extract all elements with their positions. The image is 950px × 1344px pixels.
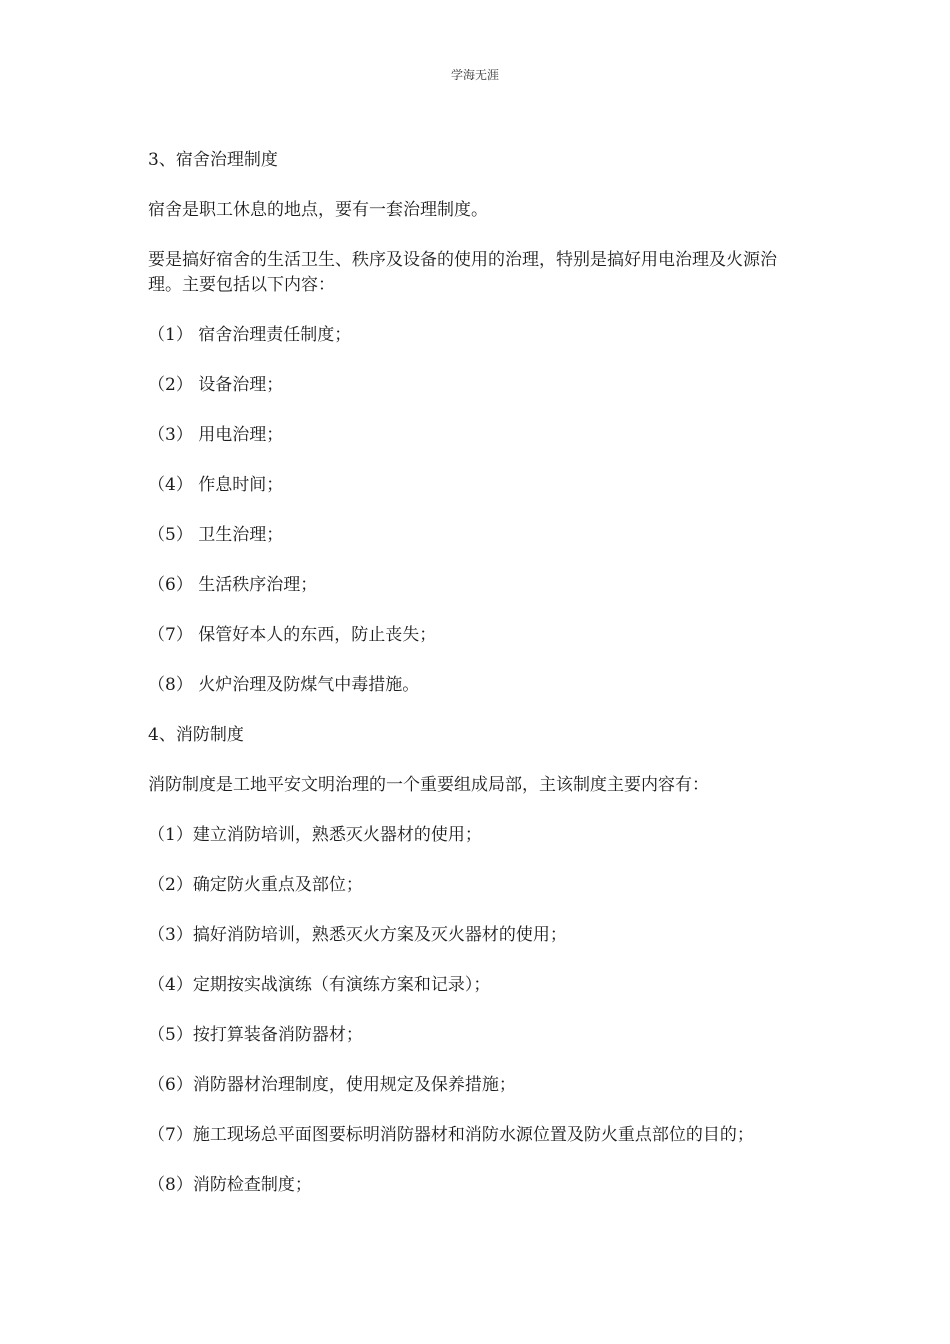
list-item: （3） 用电治理； [148, 425, 284, 445]
list-item: （1）建立消防培训，熟悉灭火器材的使用； [148, 825, 482, 845]
list-item: （5） 卫生治理； [148, 525, 284, 545]
section-4-intro: 消防制度是工地平安文明治理的一个重要组成局部，主该制度主要内容有： [148, 775, 709, 795]
list-item: （2） 设备治理； [148, 375, 284, 395]
list-item: （5）按打算装备消防器材； [148, 1025, 363, 1045]
list-item: （4） 作息时间； [148, 475, 284, 495]
list-item: （8） 火炉治理及防煤气中毒措施。 [148, 675, 420, 695]
section-3-body: 要是搞好宿舍的生活卫生、秩序及设备的使用的治理，特别是搞好用电治理及火源治理。主要包括以下内容： [148, 250, 777, 295]
list-item: （7）施工现场总平面图要标明消防器材和消防水源位置及防火重点部位的目的； [148, 1125, 754, 1145]
list-item: （4）定期按实战演练（有演练方案和记录）； [148, 975, 491, 995]
list-item: （1） 宿舍治理责任制度； [148, 325, 352, 345]
list-item: （3）搞好消防培训，熟悉灭火方案及灭火器材的使用； [148, 925, 567, 945]
section-3-intro: 宿舍是职工休息的地点，要有一套治理制度。 [148, 200, 488, 220]
section-4-heading: 4、消防制度 [148, 725, 244, 745]
document-body [148, 148, 808, 1223]
list-item: （7） 保管好本人的东西，防止丧失； [148, 625, 437, 645]
section-3-heading: 3、宿舍治理制度 [148, 150, 278, 170]
list-item: （8）消防检查制度； [148, 1175, 312, 1195]
list-item: （2）确定防火重点及部位； [148, 875, 363, 895]
page-header: 学海无涯 [450, 68, 499, 82]
list-item: （6）消防器材治理制度，使用规定及保养措施； [148, 1075, 516, 1095]
list-item: （6） 生活秩序治理； [148, 575, 318, 595]
